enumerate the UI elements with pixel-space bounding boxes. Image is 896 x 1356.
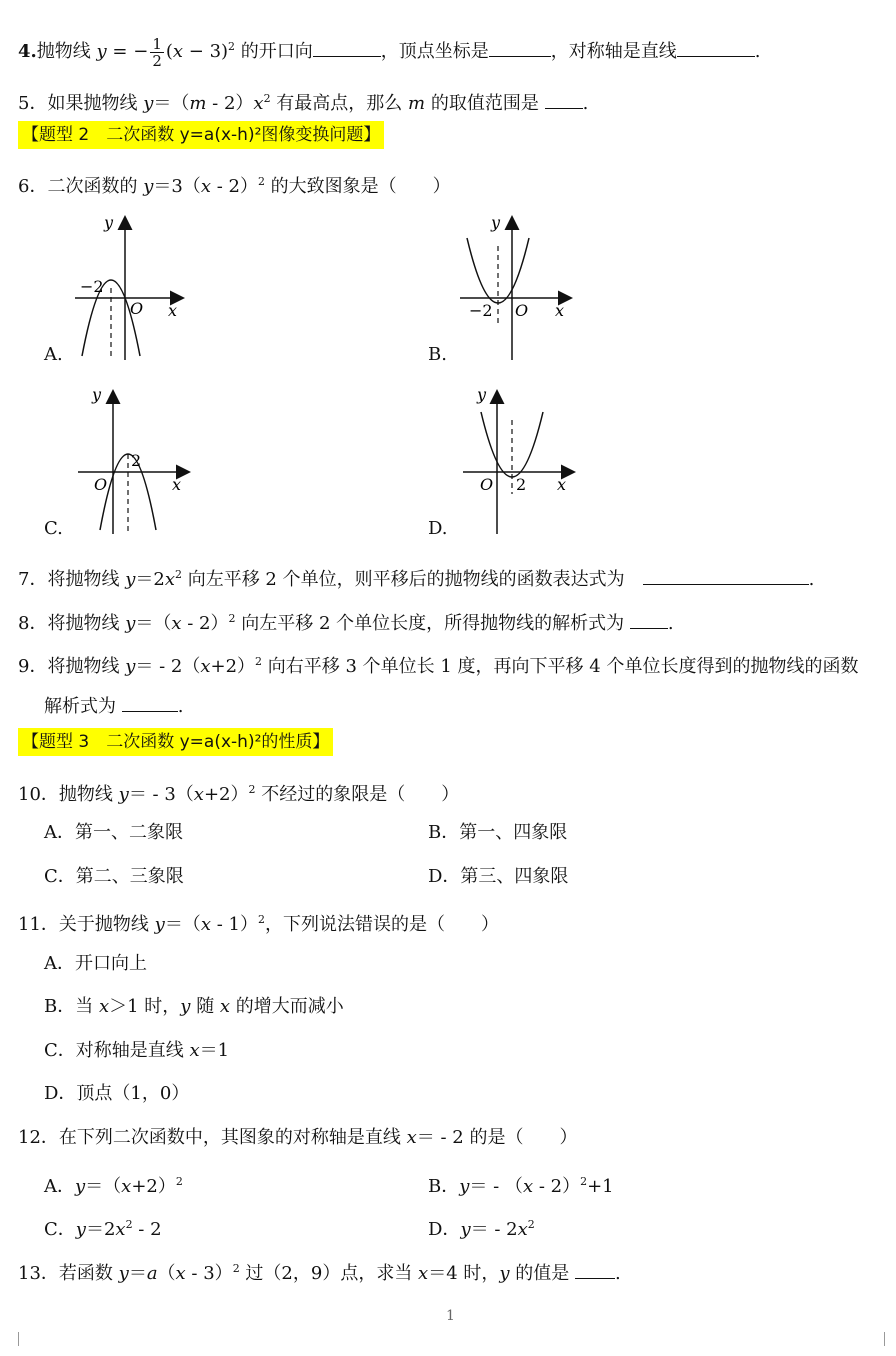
var-a: a xyxy=(146,1263,158,1284)
exponent: 2 xyxy=(527,1218,535,1231)
text: = − xyxy=(106,41,149,62)
answer-blank[interactable] xyxy=(643,566,809,585)
text: D． xyxy=(428,1219,461,1240)
text: ( xyxy=(165,41,173,62)
text: 抛物线 xyxy=(36,41,97,62)
text: - 2） xyxy=(206,93,254,114)
text: - 2） xyxy=(210,176,258,197)
text: - 1） xyxy=(210,914,258,935)
denominator: 2 xyxy=(152,51,162,70)
text: ，对称轴是直线 xyxy=(550,41,677,62)
question-9 xyxy=(18,649,858,680)
q10-option-d[interactable]: D．第三、四象限 xyxy=(428,866,569,887)
text: 13．若函数 xyxy=(18,1263,119,1284)
y-axis-label: y xyxy=(104,213,114,232)
text: （ xyxy=(157,1263,176,1284)
text: ＝1 xyxy=(199,1040,230,1061)
q11-option-c[interactable] xyxy=(44,1038,229,1064)
var-x: x xyxy=(189,1040,200,1061)
page-edge-mark xyxy=(18,1332,19,1346)
graph-option-a xyxy=(70,208,200,368)
answer-blank[interactable] xyxy=(545,90,583,109)
exponent: 2 xyxy=(232,1262,240,1275)
origin-label: O xyxy=(515,301,529,320)
graph-option-d xyxy=(455,382,585,542)
text: B． xyxy=(428,1176,460,1197)
var-y: y xyxy=(143,93,154,114)
text: . xyxy=(615,1263,621,1284)
answer-blank[interactable] xyxy=(677,38,755,57)
var-x: x xyxy=(200,656,211,677)
y-axis-label: y xyxy=(477,385,487,404)
q11-option-b[interactable] xyxy=(44,994,344,1020)
text: ＝ - （ xyxy=(469,1176,523,1197)
option-a-label[interactable]: A. xyxy=(44,344,63,365)
exponent: 2 xyxy=(248,783,256,796)
exponent: 2 xyxy=(175,1175,183,1188)
x-axis-label: x xyxy=(557,475,567,494)
text: 5．如果抛物线 xyxy=(18,93,144,114)
var-y: y xyxy=(143,176,154,197)
text: +2） xyxy=(131,1176,176,1197)
exponent: 2 xyxy=(257,913,265,926)
text: 随 xyxy=(190,996,220,1017)
var-y: y xyxy=(118,1263,129,1284)
text: ＝ - 2（ xyxy=(135,656,201,677)
text: . xyxy=(754,41,761,62)
var-x: x xyxy=(115,1219,126,1240)
var-x: x xyxy=(98,996,110,1017)
text: ＝4 时， xyxy=(428,1263,500,1284)
graph-option-c xyxy=(70,382,200,542)
text: ＝ - 3（ xyxy=(128,784,194,805)
text: . xyxy=(582,93,589,114)
exponent: 2 xyxy=(228,612,236,625)
answer-blank[interactable] xyxy=(630,610,668,629)
text: C．对称轴是直线 xyxy=(44,1040,190,1061)
text: - 2） xyxy=(181,613,229,634)
var-y: y xyxy=(96,41,107,62)
text: - 2 xyxy=(132,1219,162,1240)
var-m: m xyxy=(408,93,426,114)
text: ＝（ xyxy=(85,1176,122,1197)
text: 向左平移 2 个单位长度，所得抛物线的解析式为 xyxy=(235,613,630,634)
var-y: y xyxy=(154,914,165,935)
text: ＞1 时， xyxy=(109,996,181,1017)
text: ＝（ xyxy=(164,914,201,935)
text: - 2） xyxy=(533,1176,581,1197)
text: +1 xyxy=(587,1176,614,1197)
q10-option-a[interactable]: A．第一、二象限 xyxy=(44,822,183,843)
option-d-label[interactable]: D. xyxy=(428,518,448,539)
question-number: 4. xyxy=(18,41,37,62)
y-axis-label: y xyxy=(491,213,501,232)
exponent: 2 xyxy=(257,175,265,188)
text: 12．在下列二次函数中，其图象的对称轴是直线 xyxy=(18,1127,407,1148)
text: 过（2，9）点，求当 xyxy=(239,1263,419,1284)
section-heading-2: 【题型 2 二次函数 y=a(x-h)²图像变换问题】 xyxy=(18,121,384,149)
text: 6．二次函数的 xyxy=(18,176,144,197)
numerator: 1 xyxy=(152,34,162,53)
y-axis-label: y xyxy=(92,385,102,404)
page-number: 1 xyxy=(446,1308,455,1324)
exponent: 2 xyxy=(255,655,263,668)
text: . xyxy=(808,569,815,590)
option-b-label[interactable]: B. xyxy=(428,344,447,365)
var-x: x xyxy=(253,93,264,114)
exponent: 2 xyxy=(580,1175,588,1188)
q11-option-d[interactable]: D．顶点（1，0） xyxy=(44,1083,190,1104)
text: 7．将抛物线 xyxy=(18,569,126,590)
text: 的值是 xyxy=(509,1263,576,1284)
text: 不经过的象限是（ ） xyxy=(255,784,460,805)
var-y: y xyxy=(125,613,136,634)
text: 的增大而减小 xyxy=(230,996,344,1017)
text: +2） xyxy=(210,656,256,677)
x-axis-label: x xyxy=(168,301,178,320)
var-x: x xyxy=(200,914,211,935)
var-y: y xyxy=(459,1176,470,1197)
page-edge-mark xyxy=(884,1332,885,1346)
var-x: x xyxy=(219,996,231,1017)
tick-label: −2 xyxy=(80,277,104,296)
var-x: x xyxy=(175,1263,186,1284)
text: 10．抛物线 xyxy=(18,784,119,805)
var-x: x xyxy=(121,1176,132,1197)
text: − 3) xyxy=(183,41,229,62)
graph-option-b xyxy=(455,208,585,368)
exponent: 2 xyxy=(125,1218,133,1231)
exponent: 2 xyxy=(174,568,182,581)
var-x: x xyxy=(406,1127,417,1148)
var-y: y xyxy=(499,1263,510,1284)
question-12 xyxy=(18,1125,577,1151)
x-axis-label: x xyxy=(172,475,182,494)
var-x: x xyxy=(522,1176,534,1197)
section-heading-3: 【题型 3 二次函数 y=a(x-h)²的性质】 xyxy=(18,728,333,756)
tick-label: −2 xyxy=(469,301,493,320)
q10-option-b[interactable]: B．第一、四象限 xyxy=(428,822,568,843)
option-c-label[interactable]: C. xyxy=(44,518,63,539)
text: ，顶点坐标是 xyxy=(380,41,489,62)
question-8 xyxy=(18,606,674,637)
origin-label: O xyxy=(94,475,108,494)
q12-option-b[interactable] xyxy=(428,1169,614,1200)
var-x: x xyxy=(517,1219,528,1240)
var-y: y xyxy=(118,784,129,805)
text: . xyxy=(177,696,184,717)
text: - 3） xyxy=(185,1263,233,1284)
q10-option-c[interactable]: C．第二、三象限 xyxy=(44,866,184,887)
var-y: y xyxy=(460,1219,471,1240)
text: 8．将抛物线 xyxy=(18,613,126,634)
fraction xyxy=(150,36,164,69)
text: 的大致图象是（ ） xyxy=(264,176,451,197)
var-y: y xyxy=(125,569,136,590)
var-x: x xyxy=(200,176,211,197)
question-4 xyxy=(18,34,761,69)
question-13 xyxy=(18,1256,621,1287)
text: 的取值范围是 xyxy=(425,93,545,114)
text: . xyxy=(667,613,674,634)
text: 解析式为 xyxy=(44,696,122,717)
question-10 xyxy=(18,777,459,808)
text: ＝2 xyxy=(85,1219,116,1240)
text: A． xyxy=(44,1176,75,1197)
text: 向右平移 3 个单位长 1 度，再向下平移 4 个单位长度得到的抛物线的函数 xyxy=(262,656,859,677)
q12-option-d[interactable] xyxy=(428,1212,535,1243)
tick-label: 2 xyxy=(516,475,527,494)
text: 9．将抛物线 xyxy=(18,656,126,677)
var-x: x xyxy=(418,1263,429,1284)
var-y: y xyxy=(75,1219,86,1240)
text: C． xyxy=(44,1219,76,1240)
var-x: x xyxy=(193,784,204,805)
text: 向左平移 2 个单位，则平移后的抛物线的函数表达式为 xyxy=(181,569,643,590)
origin-label: O xyxy=(480,475,494,494)
question-5 xyxy=(18,86,588,117)
x-axis-label: x xyxy=(555,301,565,320)
tick-label: 2 xyxy=(131,451,142,470)
question-11 xyxy=(18,907,499,938)
q12-option-a[interactable] xyxy=(44,1169,183,1200)
text: ＝ - 2 的是（ ） xyxy=(416,1127,578,1148)
text: ＝（ xyxy=(135,613,172,634)
var-m: m xyxy=(189,93,207,114)
answer-blank[interactable] xyxy=(489,38,551,57)
text: ＝（ xyxy=(153,93,190,114)
var-x: x xyxy=(164,569,175,590)
var-y: y xyxy=(180,996,191,1017)
text: B．当 xyxy=(44,996,99,1017)
text: 11．关于抛物线 xyxy=(18,914,155,935)
var-x: x xyxy=(171,613,182,634)
text: +2） xyxy=(203,784,249,805)
text: ＝ - 2 xyxy=(470,1219,518,1240)
text: ＝2 xyxy=(135,569,165,590)
q11-option-a[interactable]: A．开口向上 xyxy=(44,953,147,974)
answer-blank[interactable] xyxy=(122,693,178,712)
text: 有最高点，那么 xyxy=(270,93,409,114)
question-6 xyxy=(18,169,451,200)
question-7 xyxy=(18,562,814,593)
text: ＝ xyxy=(128,1263,147,1284)
exponent: 2 xyxy=(228,40,236,53)
text: 的开口向 xyxy=(235,41,313,62)
origin-label: O xyxy=(130,299,144,318)
answer-blank[interactable] xyxy=(575,1260,615,1279)
question-9-line-2 xyxy=(44,693,183,720)
var-y: y xyxy=(75,1176,86,1197)
var-y: y xyxy=(125,656,136,677)
var-x: x xyxy=(172,41,184,62)
q12-option-c[interactable] xyxy=(44,1212,162,1243)
answer-blank[interactable] xyxy=(313,38,381,57)
text: ，下列说法错误的是（ ） xyxy=(264,914,499,935)
exponent: 2 xyxy=(263,92,271,105)
text: ＝3（ xyxy=(153,176,201,197)
